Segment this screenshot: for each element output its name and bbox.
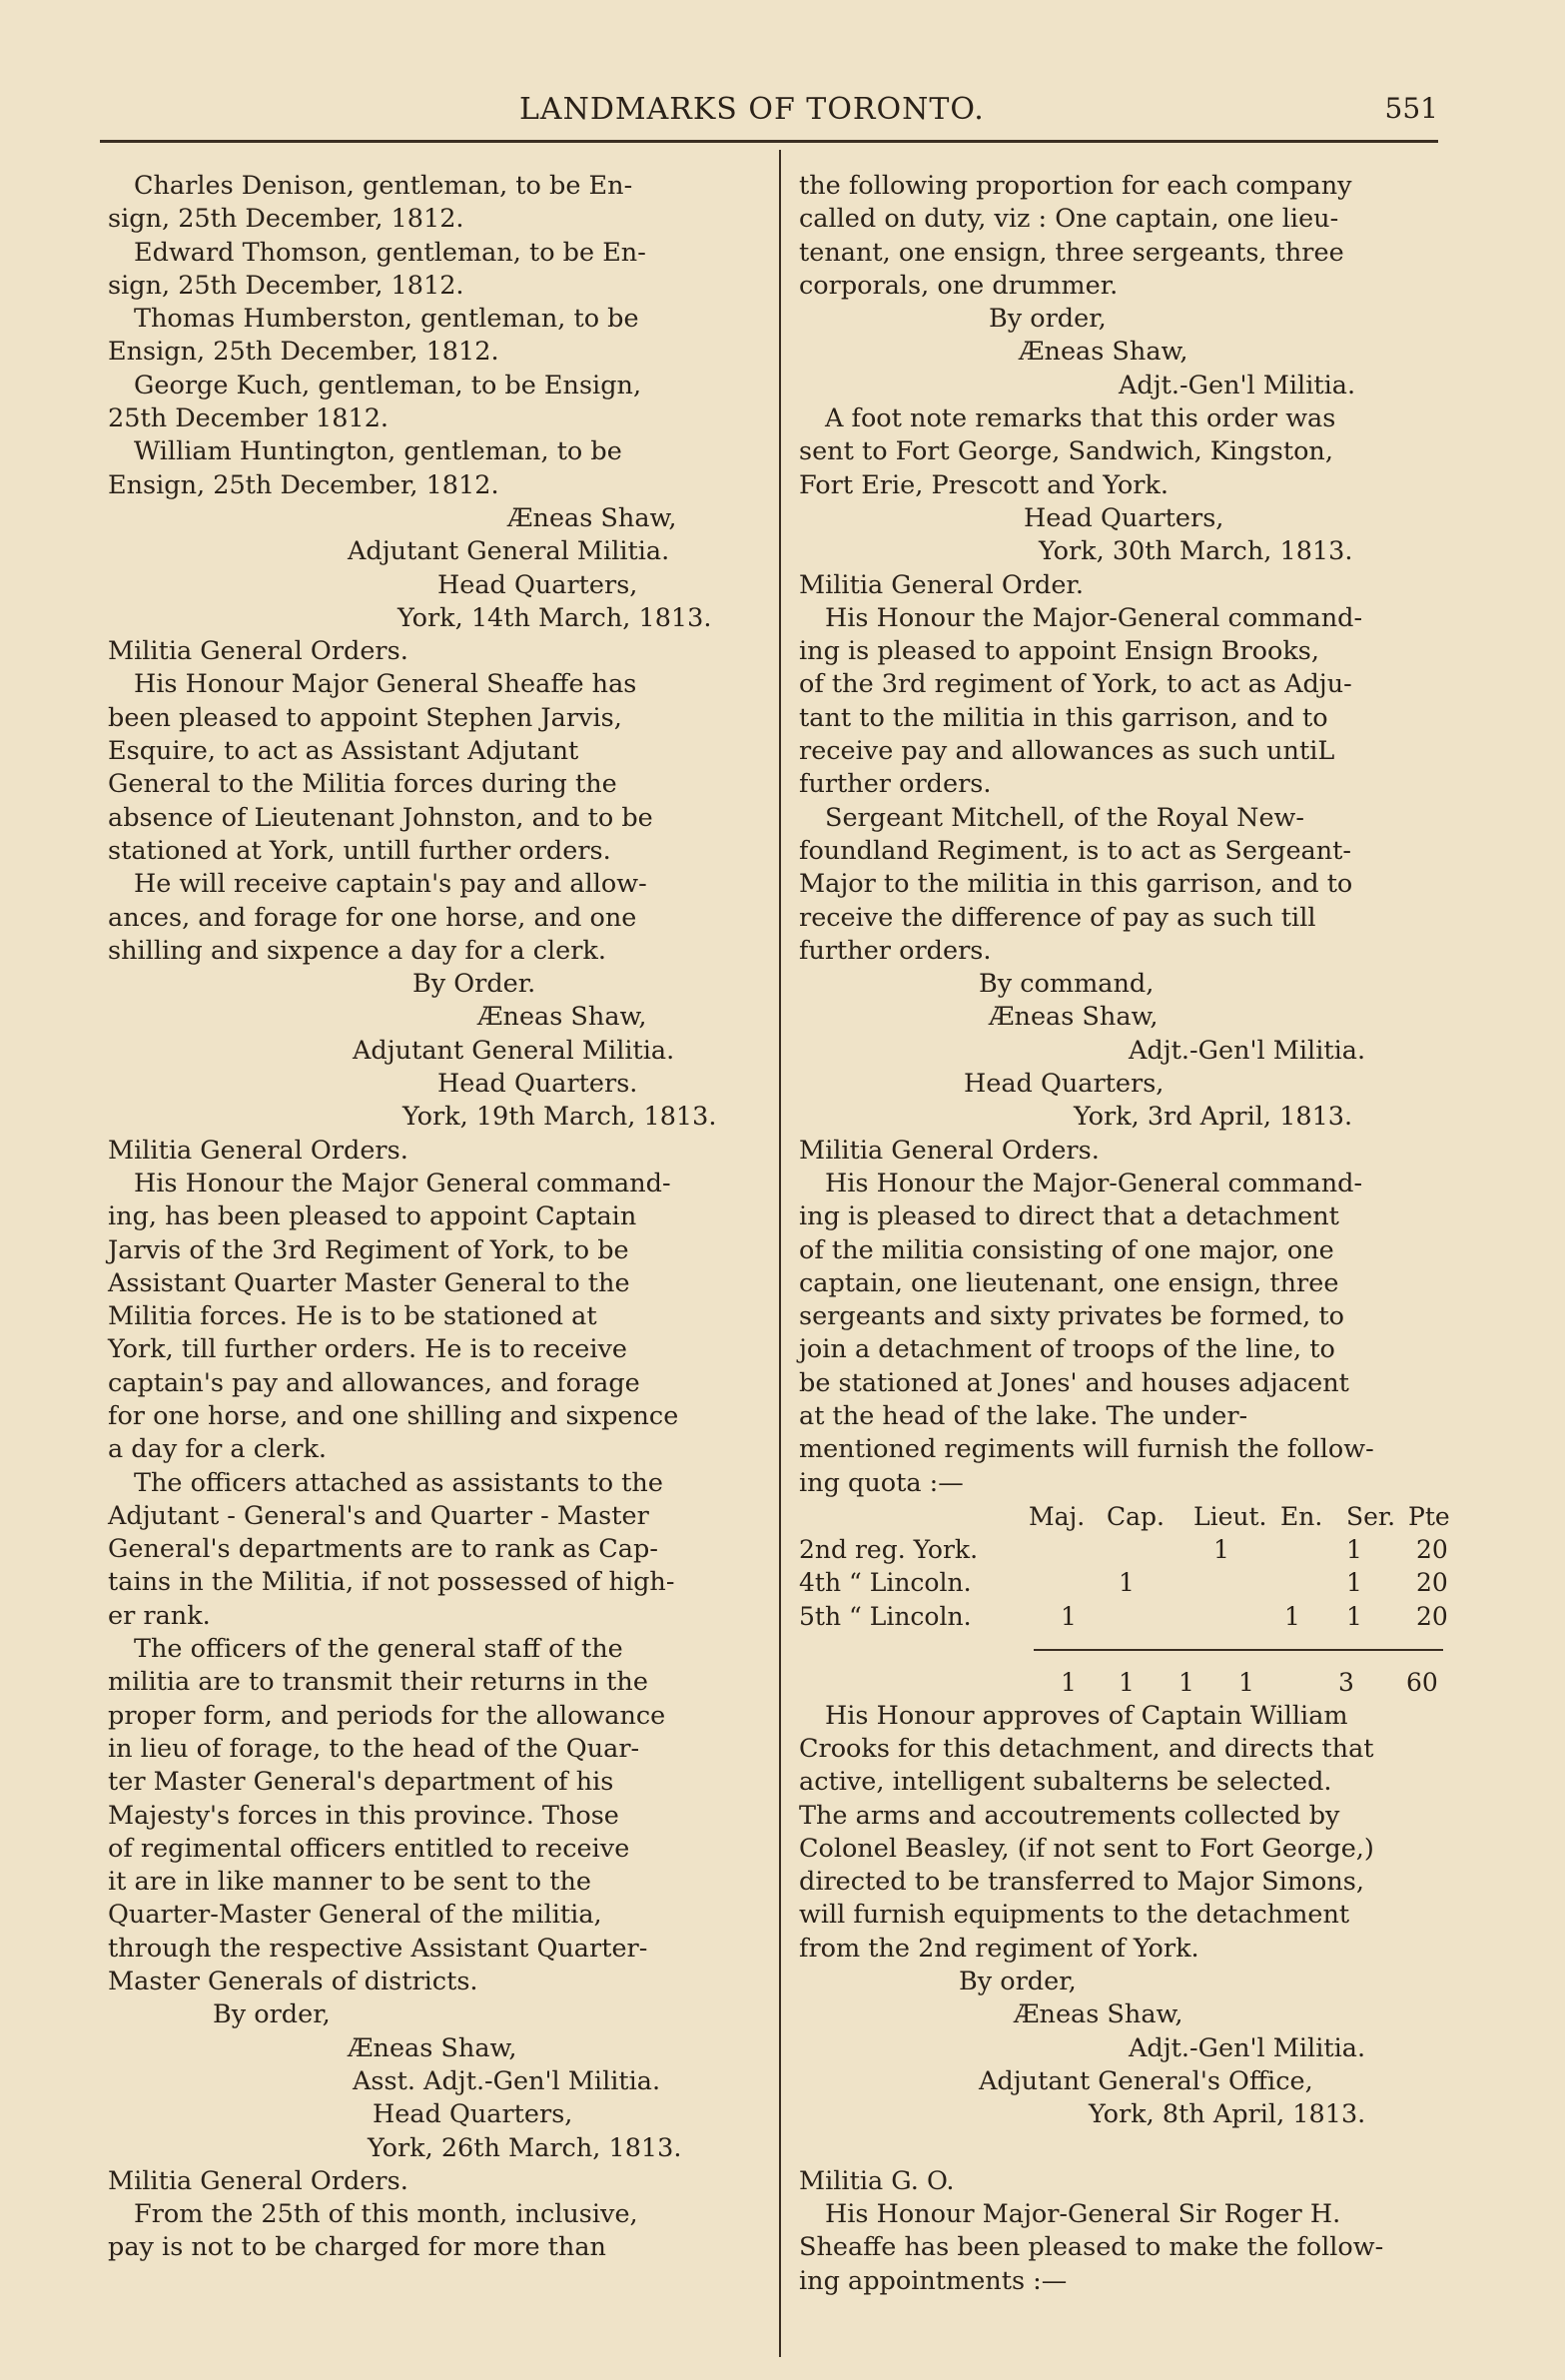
text-line: receive the difference of pay as such till — [799, 902, 1316, 933]
text-line: Quarter-Master General of the militia, — [108, 1900, 602, 1931]
quota-row-label: 2nd reg. York. — [799, 1535, 979, 1565]
text-line: York, 8th April, 1813. — [1089, 2099, 1366, 2130]
text-line: stationed at York, untill further orders. — [108, 835, 611, 866]
text-line: Æneas Shaw, — [507, 502, 677, 533]
text-line: Esquire, to act as Assistant Adjutant — [108, 736, 579, 767]
text-line: Adjutant General's Office, — [979, 2065, 1313, 2096]
text-line: Head Quarters, — [1024, 502, 1224, 533]
text-line: at the head of the lake. The under- — [799, 1400, 1248, 1431]
text-line: of the 3rd regiment of York, to act as Adju- — [799, 669, 1352, 700]
text-line: through the respective Assistant Quarter- — [108, 1933, 648, 1964]
quota-cell: 20 — [1416, 1568, 1448, 1598]
text-line: sergeants and sixty privates be formed, to — [799, 1301, 1344, 1332]
text-line: further orders. — [799, 769, 992, 800]
text-line: further orders. — [799, 935, 992, 966]
text-line: Æneas Shaw, — [477, 1002, 647, 1033]
text-line: Head Quarters, — [373, 2099, 573, 2130]
text-line: a day for a clerk. — [108, 1434, 328, 1465]
text-line: York, 19th March, 1813. — [402, 1102, 717, 1133]
text-line: Master Generals of districts. — [108, 1967, 478, 1997]
header-rule — [100, 140, 1438, 143]
text-line: Asst. Adjt.-Gen'l Militia. — [353, 2065, 661, 2096]
text-line: ter Master General's department of his — [108, 1767, 614, 1798]
text-line: Adjt.-Gen'l Militia. — [1119, 370, 1356, 400]
text-line: By order, — [989, 304, 1107, 335]
text-line: The officers of the general staff of the — [134, 1634, 623, 1665]
text-line: York, 26th March, 1813. — [368, 2132, 682, 2163]
text-line: The officers attached as assistants to the — [134, 1467, 663, 1498]
text-line: from the 2nd regiment of York. — [799, 1933, 1199, 1964]
text-line: York, till further orders. He is to receive — [108, 1334, 627, 1365]
text-line: absence of Lieutenant Johnston, and to be — [108, 802, 653, 833]
text-line: His Honour the Major-General command- — [825, 602, 1363, 633]
quota-cell: 1 — [1346, 1601, 1362, 1631]
quota-row-label: 4th “ Lincoln. — [799, 1568, 972, 1598]
quota-total-cell: 60 — [1406, 1668, 1438, 1698]
text-line: York, 30th March, 1813. — [1039, 536, 1353, 567]
quota-column-header: Cap. — [1107, 1501, 1165, 1531]
text-line: By Order. — [412, 969, 536, 1000]
text-line: By order, — [213, 1999, 331, 2030]
text-line: Sergeant Mitchell, of the Royal New- — [825, 802, 1305, 833]
text-line: William Huntington, gentleman, to be — [134, 436, 622, 467]
text-line: Militia General Orders. — [799, 1135, 1100, 1166]
quota-column-header: Lieut. — [1193, 1501, 1267, 1531]
text-line: Assistant Quarter Master General to the — [108, 1267, 630, 1298]
text-line: tant to the militia in this garrison, and to — [799, 702, 1328, 733]
quota-row-label: 5th “ Lincoln. — [799, 1601, 972, 1631]
quota-header-row — [799, 1500, 1463, 1533]
running-header — [100, 92, 1438, 136]
text-line: Militia General Orders. — [108, 636, 408, 667]
text-line: Militia General Order. — [799, 569, 1084, 600]
column-divider — [779, 150, 781, 2357]
text-line: His Honour Major General Sheaffe has — [134, 669, 637, 700]
quota-table — [799, 1500, 1463, 1700]
quota-total-cell: 1 — [1119, 1668, 1135, 1698]
text-line: Militia forces. He is to be stationed at — [108, 1301, 597, 1332]
text-line: ing is pleased to direct that a detachment — [799, 1201, 1339, 1232]
text-line: Charles Denison, gentleman, to be En- — [134, 171, 633, 201]
text-line: Head Quarters, — [437, 569, 638, 600]
quota-cell: 20 — [1416, 1601, 1448, 1631]
quota-total-cell: 3 — [1338, 1668, 1354, 1698]
text-line: ances, and forage for one horse, and one — [108, 902, 637, 933]
text-line: corporals, one drummer. — [799, 270, 1119, 301]
text-line: General's departments are to rank as Cap- — [108, 1534, 658, 1565]
text-line: it are in like manner to be sent to the — [108, 1867, 592, 1898]
text-line: Adjutant General Militia. — [348, 536, 670, 567]
quota-cell: 1 — [1061, 1601, 1077, 1631]
text-line: captain, one lieutenant, one ensign, three — [799, 1267, 1339, 1298]
text-line: Ensign, 25th December, 1812. — [108, 337, 499, 368]
text-line: The arms and accoutrements collected by — [799, 1800, 1340, 1831]
text-line: tains in the Militia, if not possessed of high- — [108, 1567, 675, 1598]
text-line: proper form, and periods for the allowance — [108, 1700, 666, 1731]
text-line: ing is pleased to appoint Ensign Brooks, — [799, 636, 1319, 667]
text-line: of the militia consisting of one major, one — [799, 1234, 1334, 1265]
text-line: ing, has been pleased to appoint Captain — [108, 1201, 637, 1232]
text-line: Æneas Shaw, — [1019, 337, 1188, 368]
text-line: His Honour the Major General command- — [134, 1168, 671, 1198]
text-line: Head Quarters, — [964, 1069, 1165, 1100]
quota-cell: 1 — [1119, 1568, 1135, 1598]
quota-total-cell: 1 — [1238, 1668, 1254, 1698]
text-line: Æneas Shaw, — [989, 1002, 1159, 1033]
text-line: Adjt.-Gen'l Militia. — [1129, 1035, 1366, 1066]
text-line: ing appointments :— — [799, 2265, 1068, 2296]
text-line: called on duty, viz : One captain, one lieu- — [799, 204, 1339, 235]
text-line: sign, 25th December, 1812. — [108, 204, 464, 235]
text-line: Crooks for this detachment, and directs that — [799, 1733, 1374, 1764]
text-line: be stationed at Jones' and houses adjacent — [799, 1367, 1349, 1398]
right-column — [799, 170, 1463, 2298]
text-line: for one horse, and one shilling and sixpence — [108, 1400, 679, 1431]
text-line: Majesty's forces in this province. Those — [108, 1800, 619, 1831]
text-line: Æneas Shaw, — [1014, 1999, 1183, 2030]
text-line: His Honour approves of Captain William — [825, 1700, 1348, 1731]
text-line: By command, — [979, 969, 1155, 1000]
text-line: receive pay and allowances as such untiL — [799, 736, 1335, 767]
quota-column-header: Pte — [1408, 1501, 1450, 1531]
text-line: militia are to transmit their returns in the — [108, 1667, 648, 1698]
text-line: been pleased to appoint Stephen Jarvis, — [108, 702, 622, 733]
text-line: York, 14th March, 1813. — [397, 602, 712, 633]
text-line: 25th December 1812. — [108, 403, 390, 434]
text-line: sent to Fort George, Sandwich, Kingston, — [799, 436, 1333, 467]
text-line: Adjt.-Gen'l Militia. — [1129, 2032, 1366, 2063]
text-line: Militia G. O. — [799, 2165, 955, 2196]
text-line: His Honour Major-General Sir Roger H. — [825, 2199, 1341, 2230]
text-line: From the 25th of this month, inclusive, — [134, 2199, 638, 2230]
text-line: Militia General Orders. — [108, 1135, 408, 1166]
text-line: York, 3rd April, 1813. — [1074, 1102, 1353, 1133]
running-title: LANDMARKS OF TORONTO. — [519, 92, 985, 127]
text-line: Jarvis of the 3rd Regiment of York, to be — [108, 1234, 629, 1265]
quota-row — [799, 1600, 1463, 1633]
left-column — [108, 170, 772, 2265]
text-line: He will receive captain's pay and allow- — [134, 869, 647, 900]
text-line: Major to the militia in this garrison, and to — [799, 869, 1353, 900]
text-line: George Kuch, gentleman, to be Ensign, — [134, 370, 642, 400]
quota-row — [799, 1533, 1463, 1566]
quota-cell: 1 — [1213, 1535, 1229, 1565]
text-line: tenant, one ensign, three sergeants, three — [799, 237, 1344, 268]
text-line: foundland Regiment, is to act as Sergeant- — [799, 835, 1352, 866]
text-line: Fort Erie, Prescott and York. — [799, 469, 1169, 500]
text-line: er rank. — [108, 1600, 211, 1631]
text-line: Head Quarters. — [437, 1069, 638, 1100]
text-line: join a detachment of troops of the line, to — [799, 1334, 1335, 1365]
quota-cell: 20 — [1416, 1535, 1448, 1565]
text-line: By order, — [959, 1967, 1077, 1997]
quota-totals-row — [799, 1666, 1463, 1699]
text-line: His Honour the Major-General command- — [825, 1168, 1363, 1198]
text-line: General to the Militia forces during the — [108, 769, 617, 800]
text-line: of regimental officers entitled to receive — [108, 1833, 630, 1864]
text-line: Edward Thomson, gentleman, to be En- — [134, 237, 646, 268]
text-line: the following proportion for each company — [799, 171, 1352, 201]
text-line: pay is not to be charged for more than — [108, 2232, 606, 2263]
text-line: Sheaffe has been pleased to make the follow- — [799, 2232, 1384, 2263]
text-line: A foot note remarks that this order was — [825, 403, 1336, 434]
text-line: Ensign, 25th December, 1812. — [108, 469, 499, 500]
page-number: 551 — [1384, 92, 1438, 125]
text-line: Thomas Humberston, gentleman, to be — [134, 304, 639, 335]
quota-cell: 1 — [1284, 1601, 1300, 1631]
quota-total-cell: 1 — [1061, 1668, 1077, 1698]
text-line: ing quota :— — [799, 1467, 964, 1498]
text-line: active, intelligent subalterns be selected. — [799, 1767, 1332, 1798]
text-line: sign, 25th December, 1812. — [108, 270, 464, 301]
quota-column-header: En. — [1280, 1501, 1323, 1531]
quota-cell: 1 — [1346, 1568, 1362, 1598]
text-line: Colonel Beasley, (if not sent to Fort George,) — [799, 1833, 1374, 1864]
text-line: Æneas Shaw, — [348, 2032, 517, 2063]
right-column-bottom — [799, 1700, 1463, 2298]
text-line: Militia General Orders. — [108, 2165, 408, 2196]
text-line: will furnish equipments to the detachment — [799, 1900, 1350, 1931]
text-line: mentioned regiments will furnish the follow- — [799, 1434, 1374, 1465]
text-line — [799, 2132, 1463, 2165]
quota-row — [799, 1566, 1463, 1599]
total-rule — [1034, 1649, 1443, 1651]
text-line: Adjutant General Militia. — [353, 1035, 675, 1066]
quota-total-cell: 1 — [1178, 1668, 1194, 1698]
text-line: captain's pay and allowances, and forage — [108, 1367, 640, 1398]
text-line: in lieu of forage, to the head of the Quar- — [108, 1733, 640, 1764]
text-line: Adjutant - General's and Quarter - Master — [108, 1500, 649, 1531]
quota-column-header: Maj. — [1029, 1501, 1086, 1531]
text-line: shilling and sixpence a day for a clerk. — [108, 935, 606, 966]
quota-column-header: Ser. — [1346, 1501, 1396, 1531]
right-column-top — [799, 170, 1463, 1500]
quota-cell: 1 — [1346, 1535, 1362, 1565]
text-line: directed to be transferred to Major Simons, — [799, 1867, 1364, 1898]
quota-total-rule — [799, 1633, 1463, 1666]
